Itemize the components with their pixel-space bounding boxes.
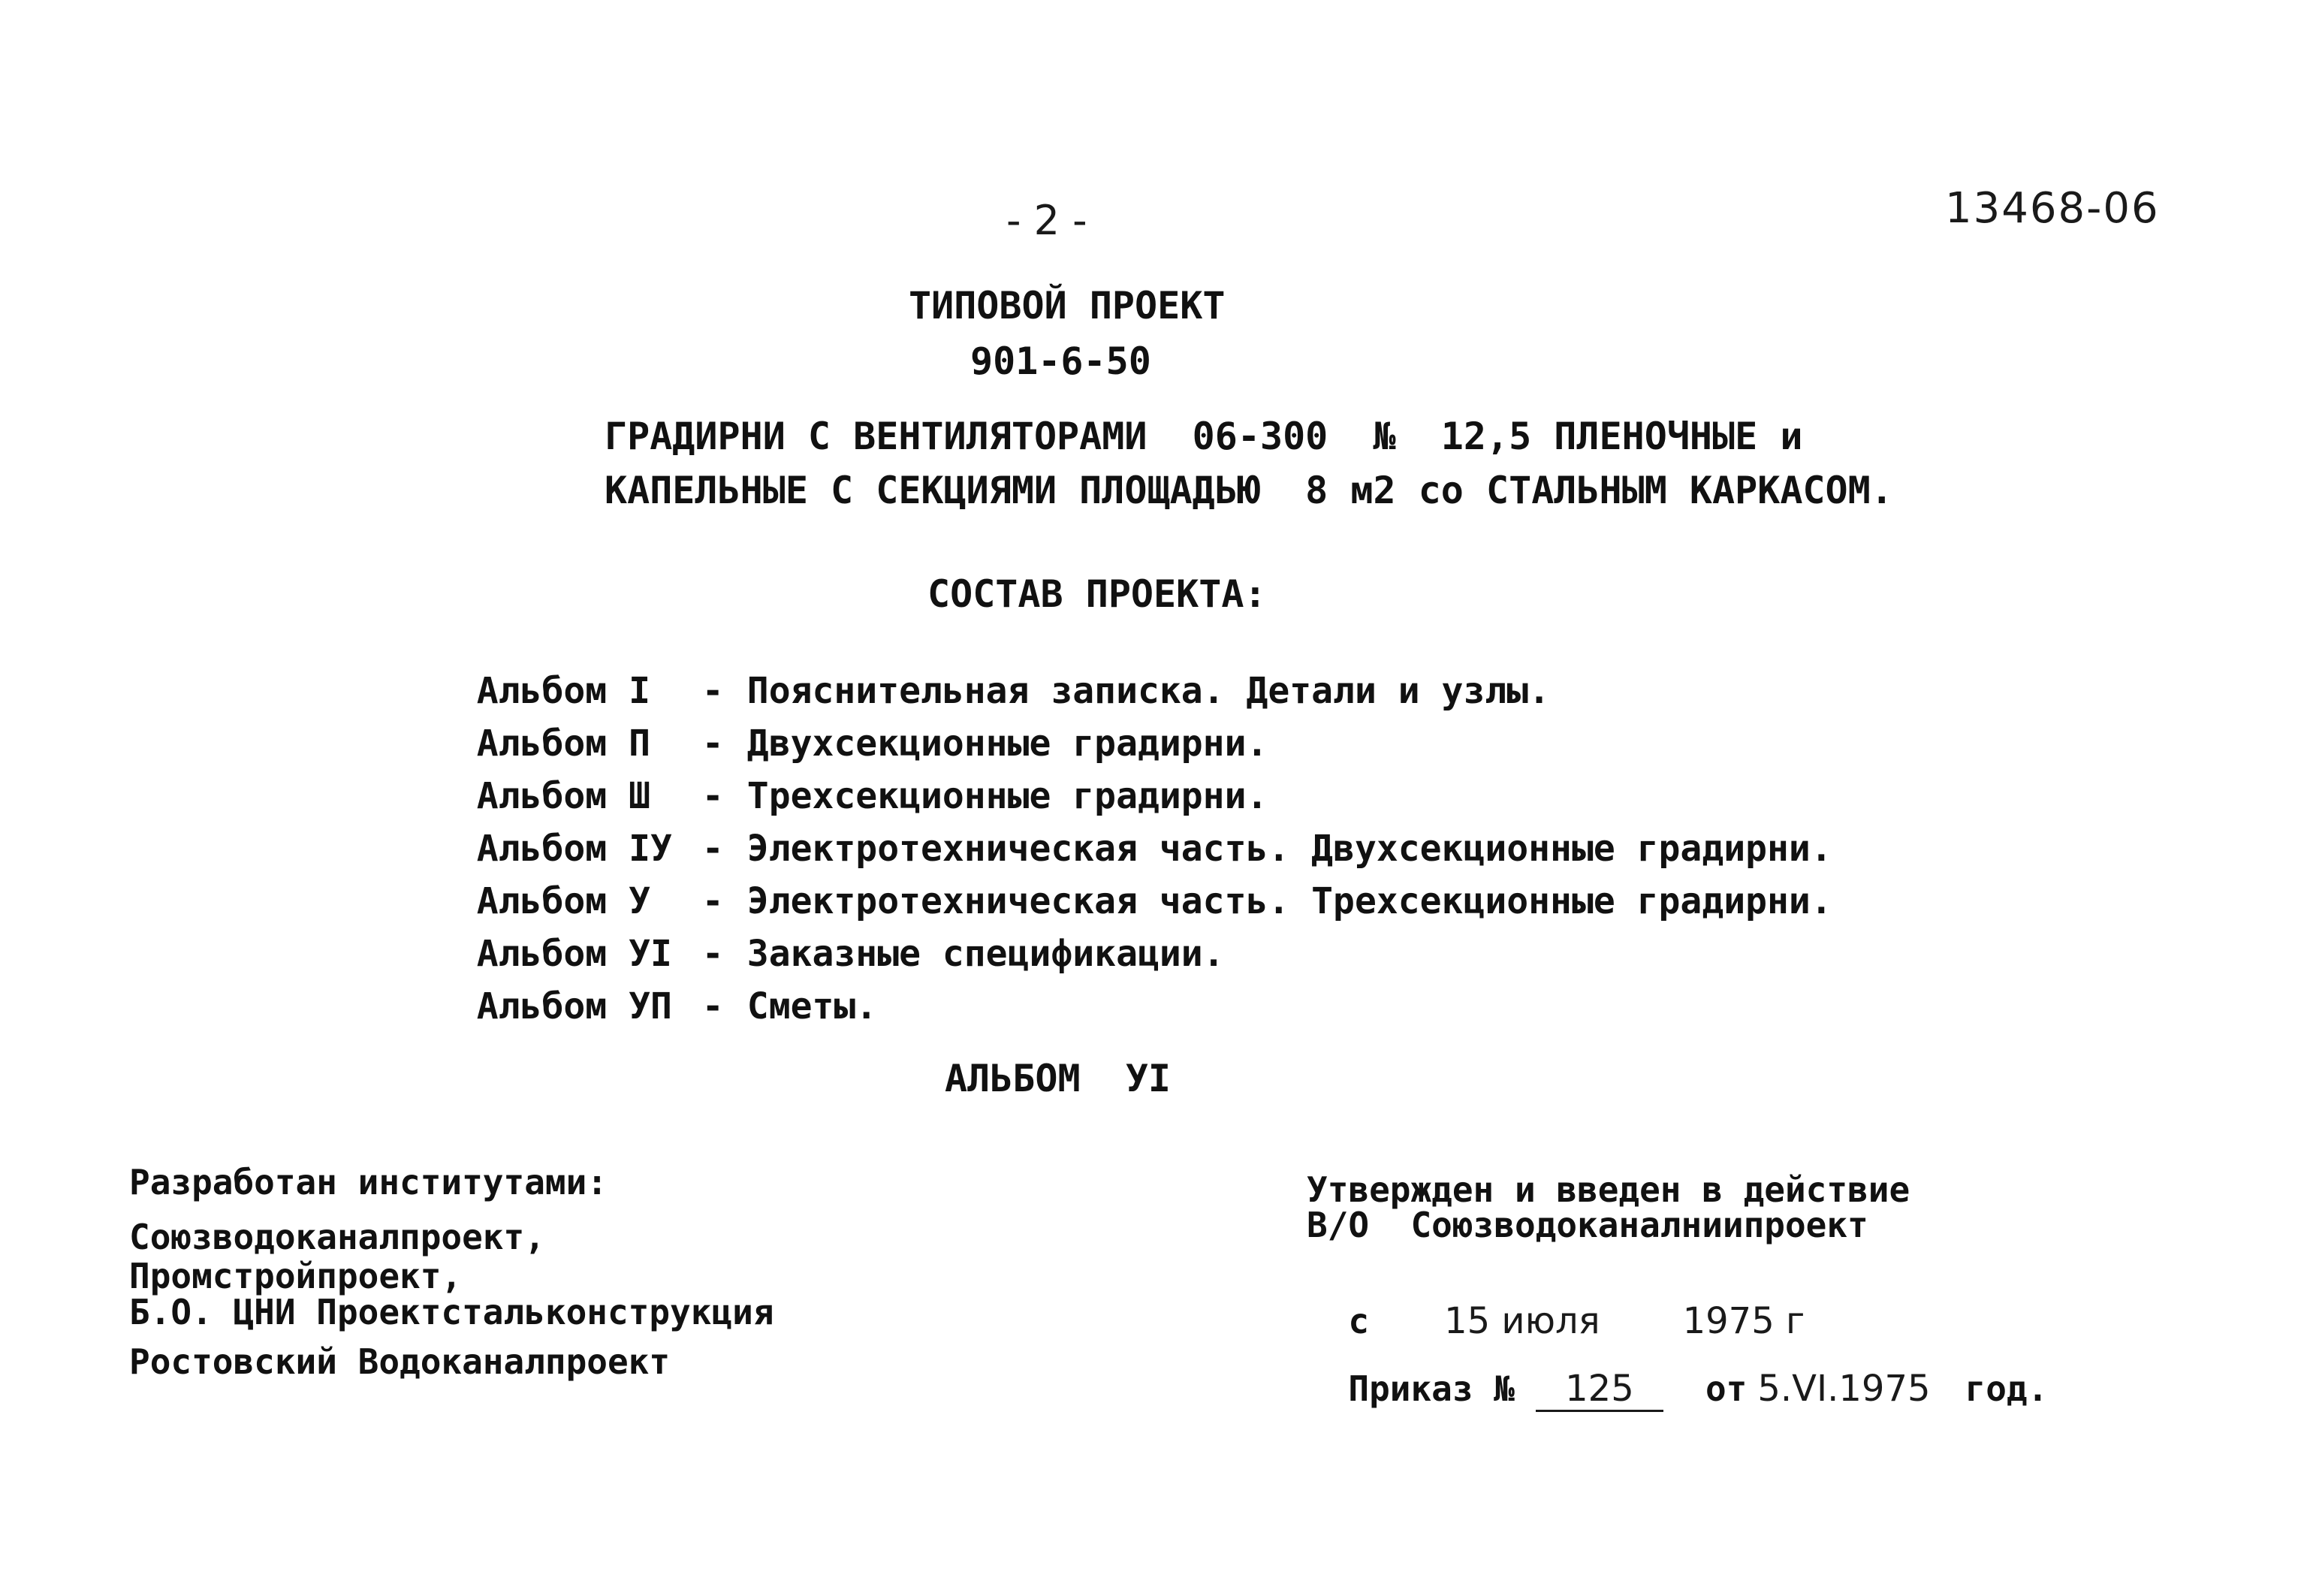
developer-line: Промстройпроект, [129,1256,463,1296]
album-description: Сметы. [746,985,878,1027]
album-name: Альбом I [476,670,650,712]
album-description: Двухсекционные градирни. [746,723,1268,765]
approval-date-day-month: 15 июля [1444,1300,1600,1342]
album-description: Электротехническая часть. Трехсекционные градирни. [746,880,1832,922]
approval-organization: В/О Союзводоканалниипроект [1307,1205,1868,1245]
album-name: Альбом У [476,880,650,922]
developers-heading: Разработан институтами: [129,1162,608,1202]
album-name: Альбом Ш [476,775,650,817]
album-description: Пояснительная записка. Детали и узлы. [746,670,1551,712]
album-name: Альбом IУ [476,828,672,870]
album-name: Альбом УI [476,933,672,975]
album-dash: - [701,670,724,712]
composition-heading: СОСТАВ ПРОЕКТА: [927,572,1267,616]
album-description: Трехсекционные градирни. [746,775,1268,817]
album-description: Электротехническая часть. Двухсекционные градирни. [746,828,1832,870]
album-dash: - [701,828,724,870]
doc-type-heading: ТИПОВОЙ ПРОЕКТ [909,284,1226,327]
album-dash: - [701,933,724,975]
archive-number: 13468-06 [1945,184,2160,233]
order-date: 5.VI.1975 [1757,1368,1931,1410]
project-title-line-1: ГРАДИРНИ С ВЕНТИЛЯТОРАМИ 06-300 № 12,5 ПЛЕНОЧНЫЕ и [605,415,1803,458]
approval-date-year: 1975 г [1682,1300,1805,1342]
album-dash: - [701,985,724,1027]
order-from: от [1705,1368,1748,1409]
current-album-label: АЛЬБОМ УI [945,1057,1172,1100]
album-name: Альбом УП [476,985,672,1027]
album-dash: - [701,775,724,817]
album-dash: - [701,880,724,922]
album-dash: - [701,723,724,765]
project-code: 901-6-50 [970,339,1151,383]
album-row [433,943,877,1027]
order-suffix: год. [1965,1368,2049,1409]
order-label: Приказ № [1348,1368,1515,1409]
order-number: 125 [1536,1368,1663,1412]
approval-line: Утвержден и введен в действие [1307,1169,1910,1210]
developer-line: Б.О. ЦНИ Проектстальконструкция [129,1292,774,1332]
developer-line: Союзводоканалпроект, [129,1217,545,1257]
developer-line: Ростовский Водоканалпроект [129,1341,671,1382]
approval-date-prefix: с [1348,1301,1370,1341]
album-name: Альбом П [476,723,650,765]
order-line [1307,1327,2048,1412]
project-title-line-2: КАПЕЛЬНЫЕ С СЕКЦИЯМИ ПЛОЩАДЬЮ 8 м2 со СТАЛЬНЫМ КАРКАСОМ. [605,469,1893,512]
page-number: - 2 - [1006,197,1087,244]
album-description: Заказные спецификации. [746,933,1225,975]
